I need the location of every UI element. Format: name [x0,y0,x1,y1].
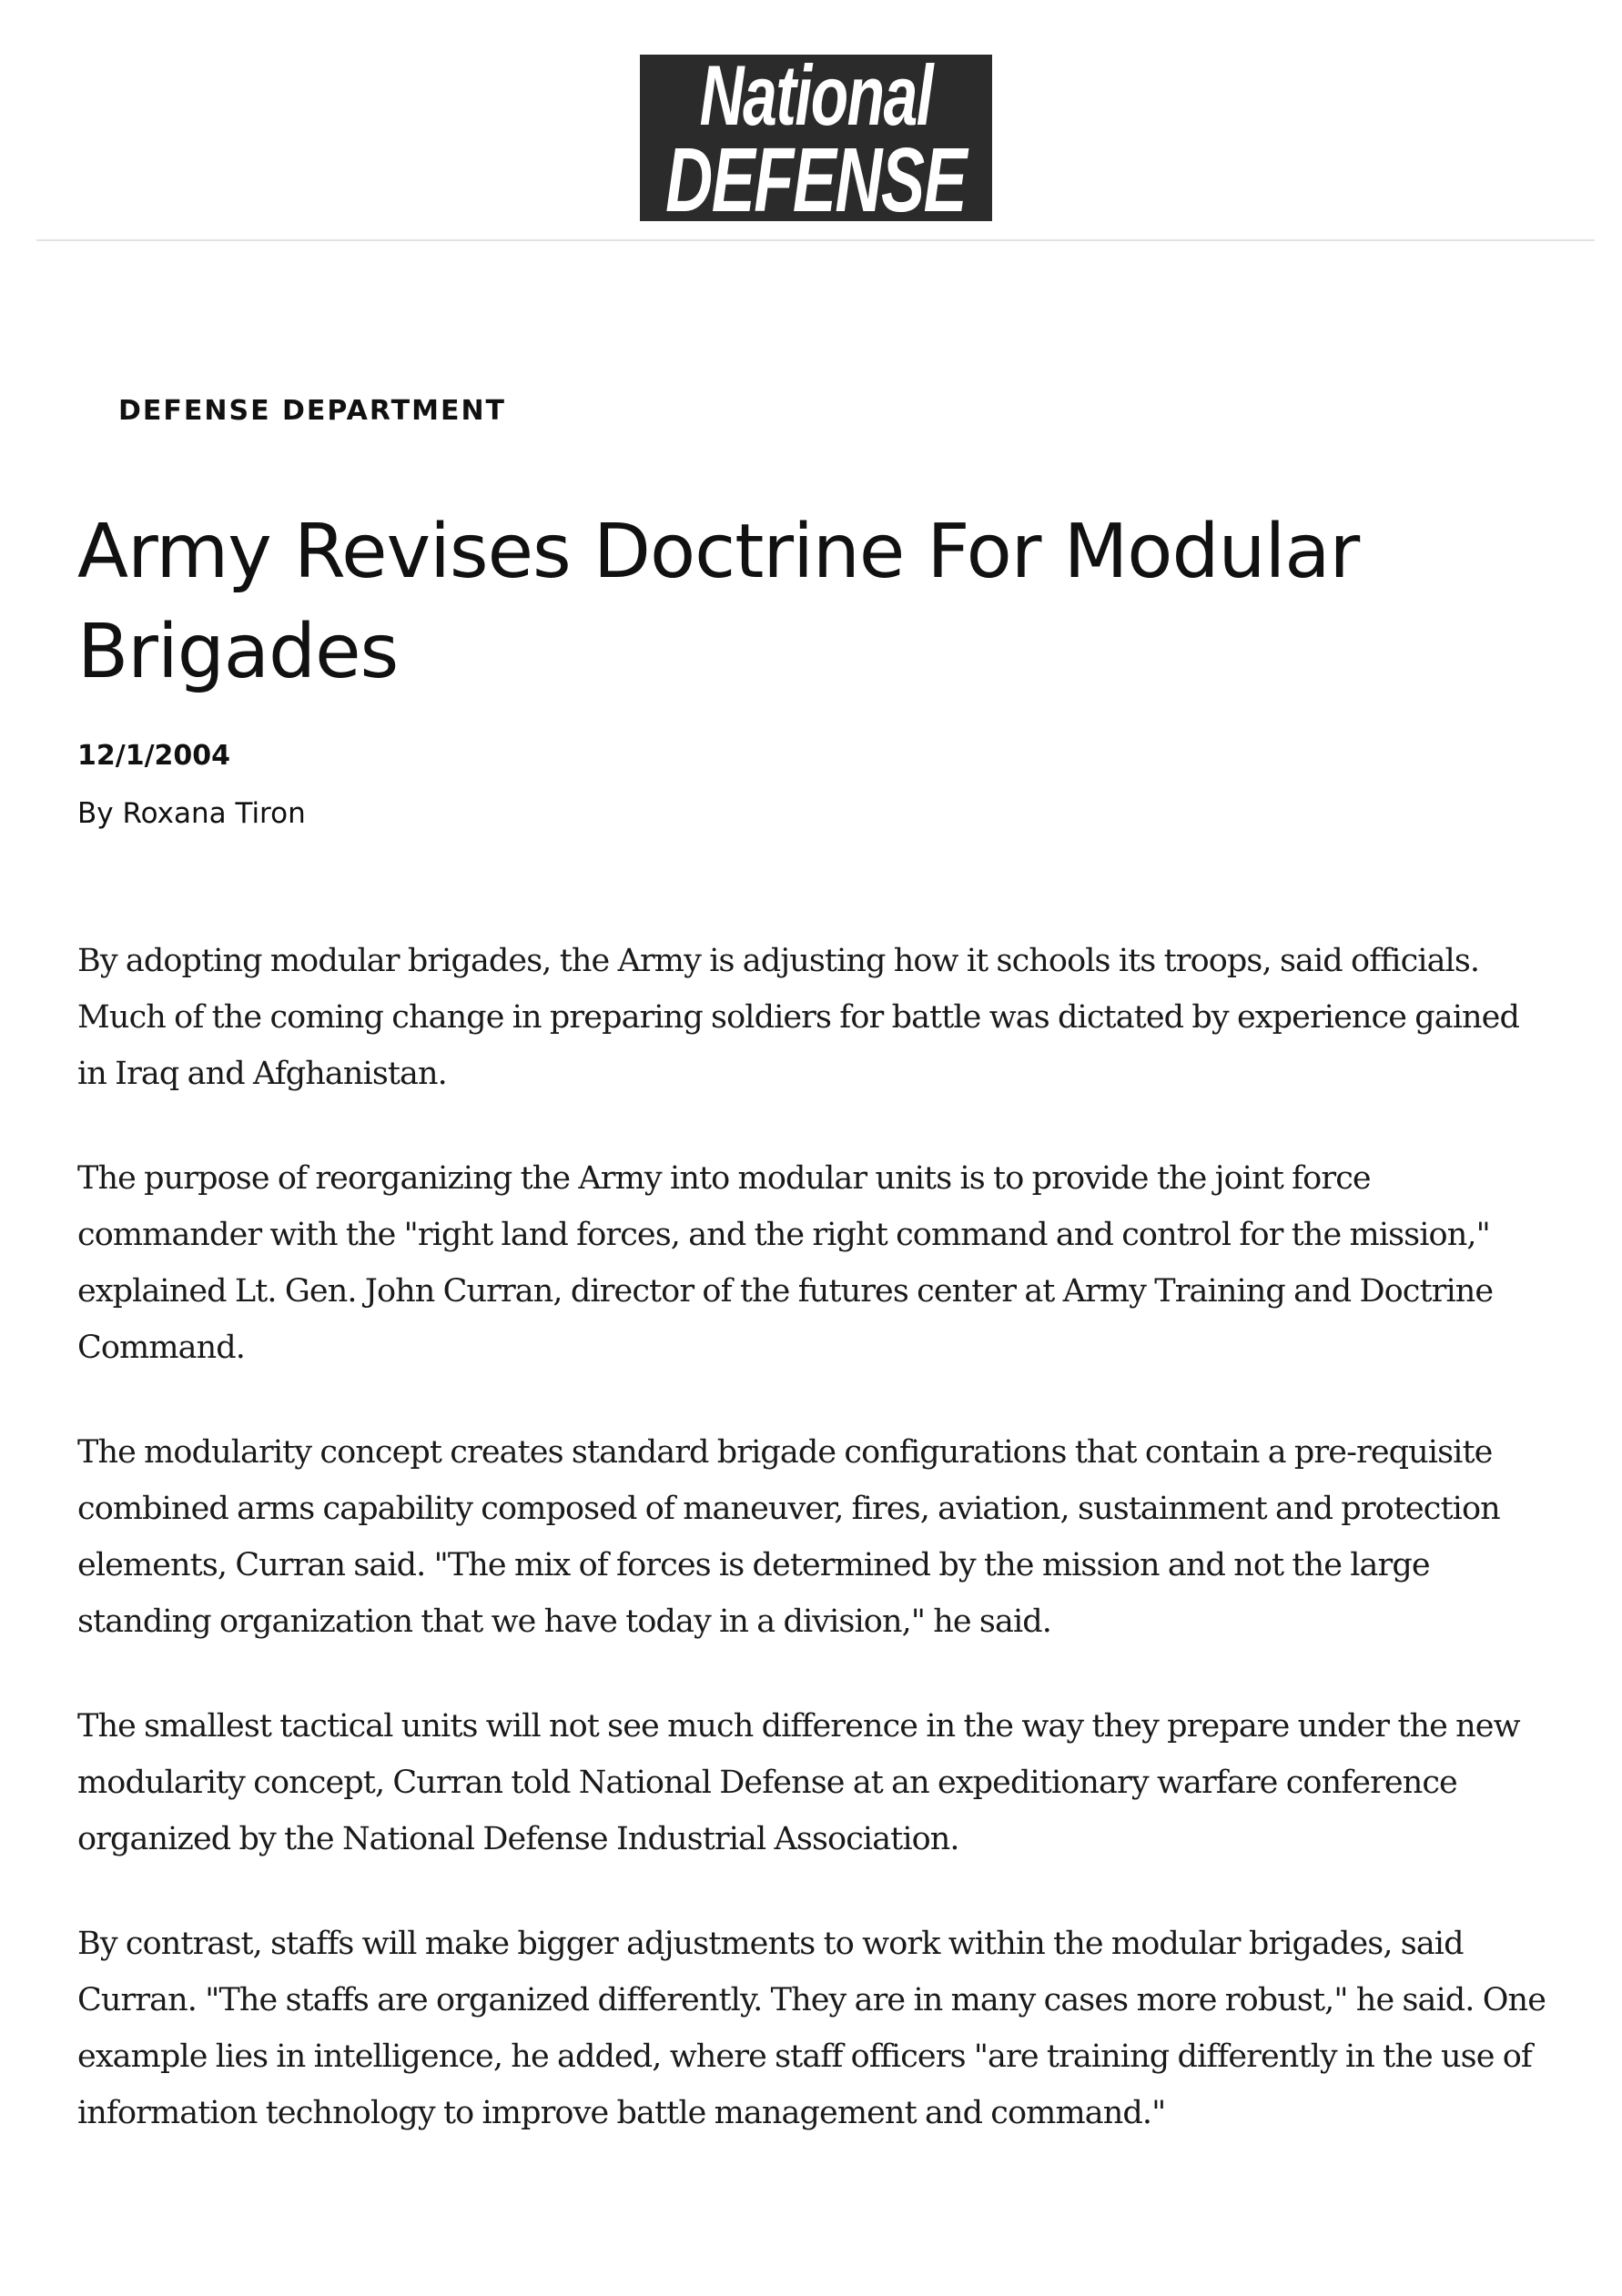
article-body [77,933,1552,2190]
site-header [0,0,1622,241]
article-category[interactable]: DEFENSE DEPARTMENT [118,395,507,427]
header-divider [36,239,1595,241]
article-paragraph: By adopting modular brigades, the Army is adjusting how it schools its troops, said officials. Much of the coming change in preparing soldiers for battle was dictated by experience gained in Iraq and Afghanistan. [77,943,1519,1092]
article-paragraph: The modularity concept creates standard brigade configurations that contain a pre-requisite combined arms capability composed of maneuver, fires, aviation, sustainment and protection elements, Curran said. "The mix of forces is determined by the mission and not the large standing organization that we have today in a division," he said. [77,1434,1500,1640]
logo-line-defense: DEFENSE [665,128,967,231]
article-paragraph: By contrast, staffs will make bigger adjustments to work within the modular brigades, said Curran. "The staffs are organized differently. They are in many cases more robust," he said. One example lies in intelligence, he added, where staff officers "are training differently in the use of information technology to improve battle management and command." [77,1926,1546,2131]
article-byline: By Roxana Tiron [77,797,306,830]
article-title: Army Revises Doctrine For Modular Brigades [77,509,1360,695]
article-paragraph: The purpose of reorganizing the Army into modular units is to provide the joint force commander with the "right land forces, and the right command and control for the mission," explained Lt. Gen. John Curran, director of the futures center at Army Training and Doctrine Command. [77,1160,1494,1366]
logo-line-national: National [699,46,933,143]
article-date: 12/1/2004 [77,740,231,772]
article-paragraph: The smallest tactical units will not see much difference in the way they prepare under the new modularity concept, Curran told National Defense at an expeditionary warfare conference organized by the National Defense Industrial Association. [77,1708,1520,1857]
national-defense-logo[interactable] [640,46,992,231]
